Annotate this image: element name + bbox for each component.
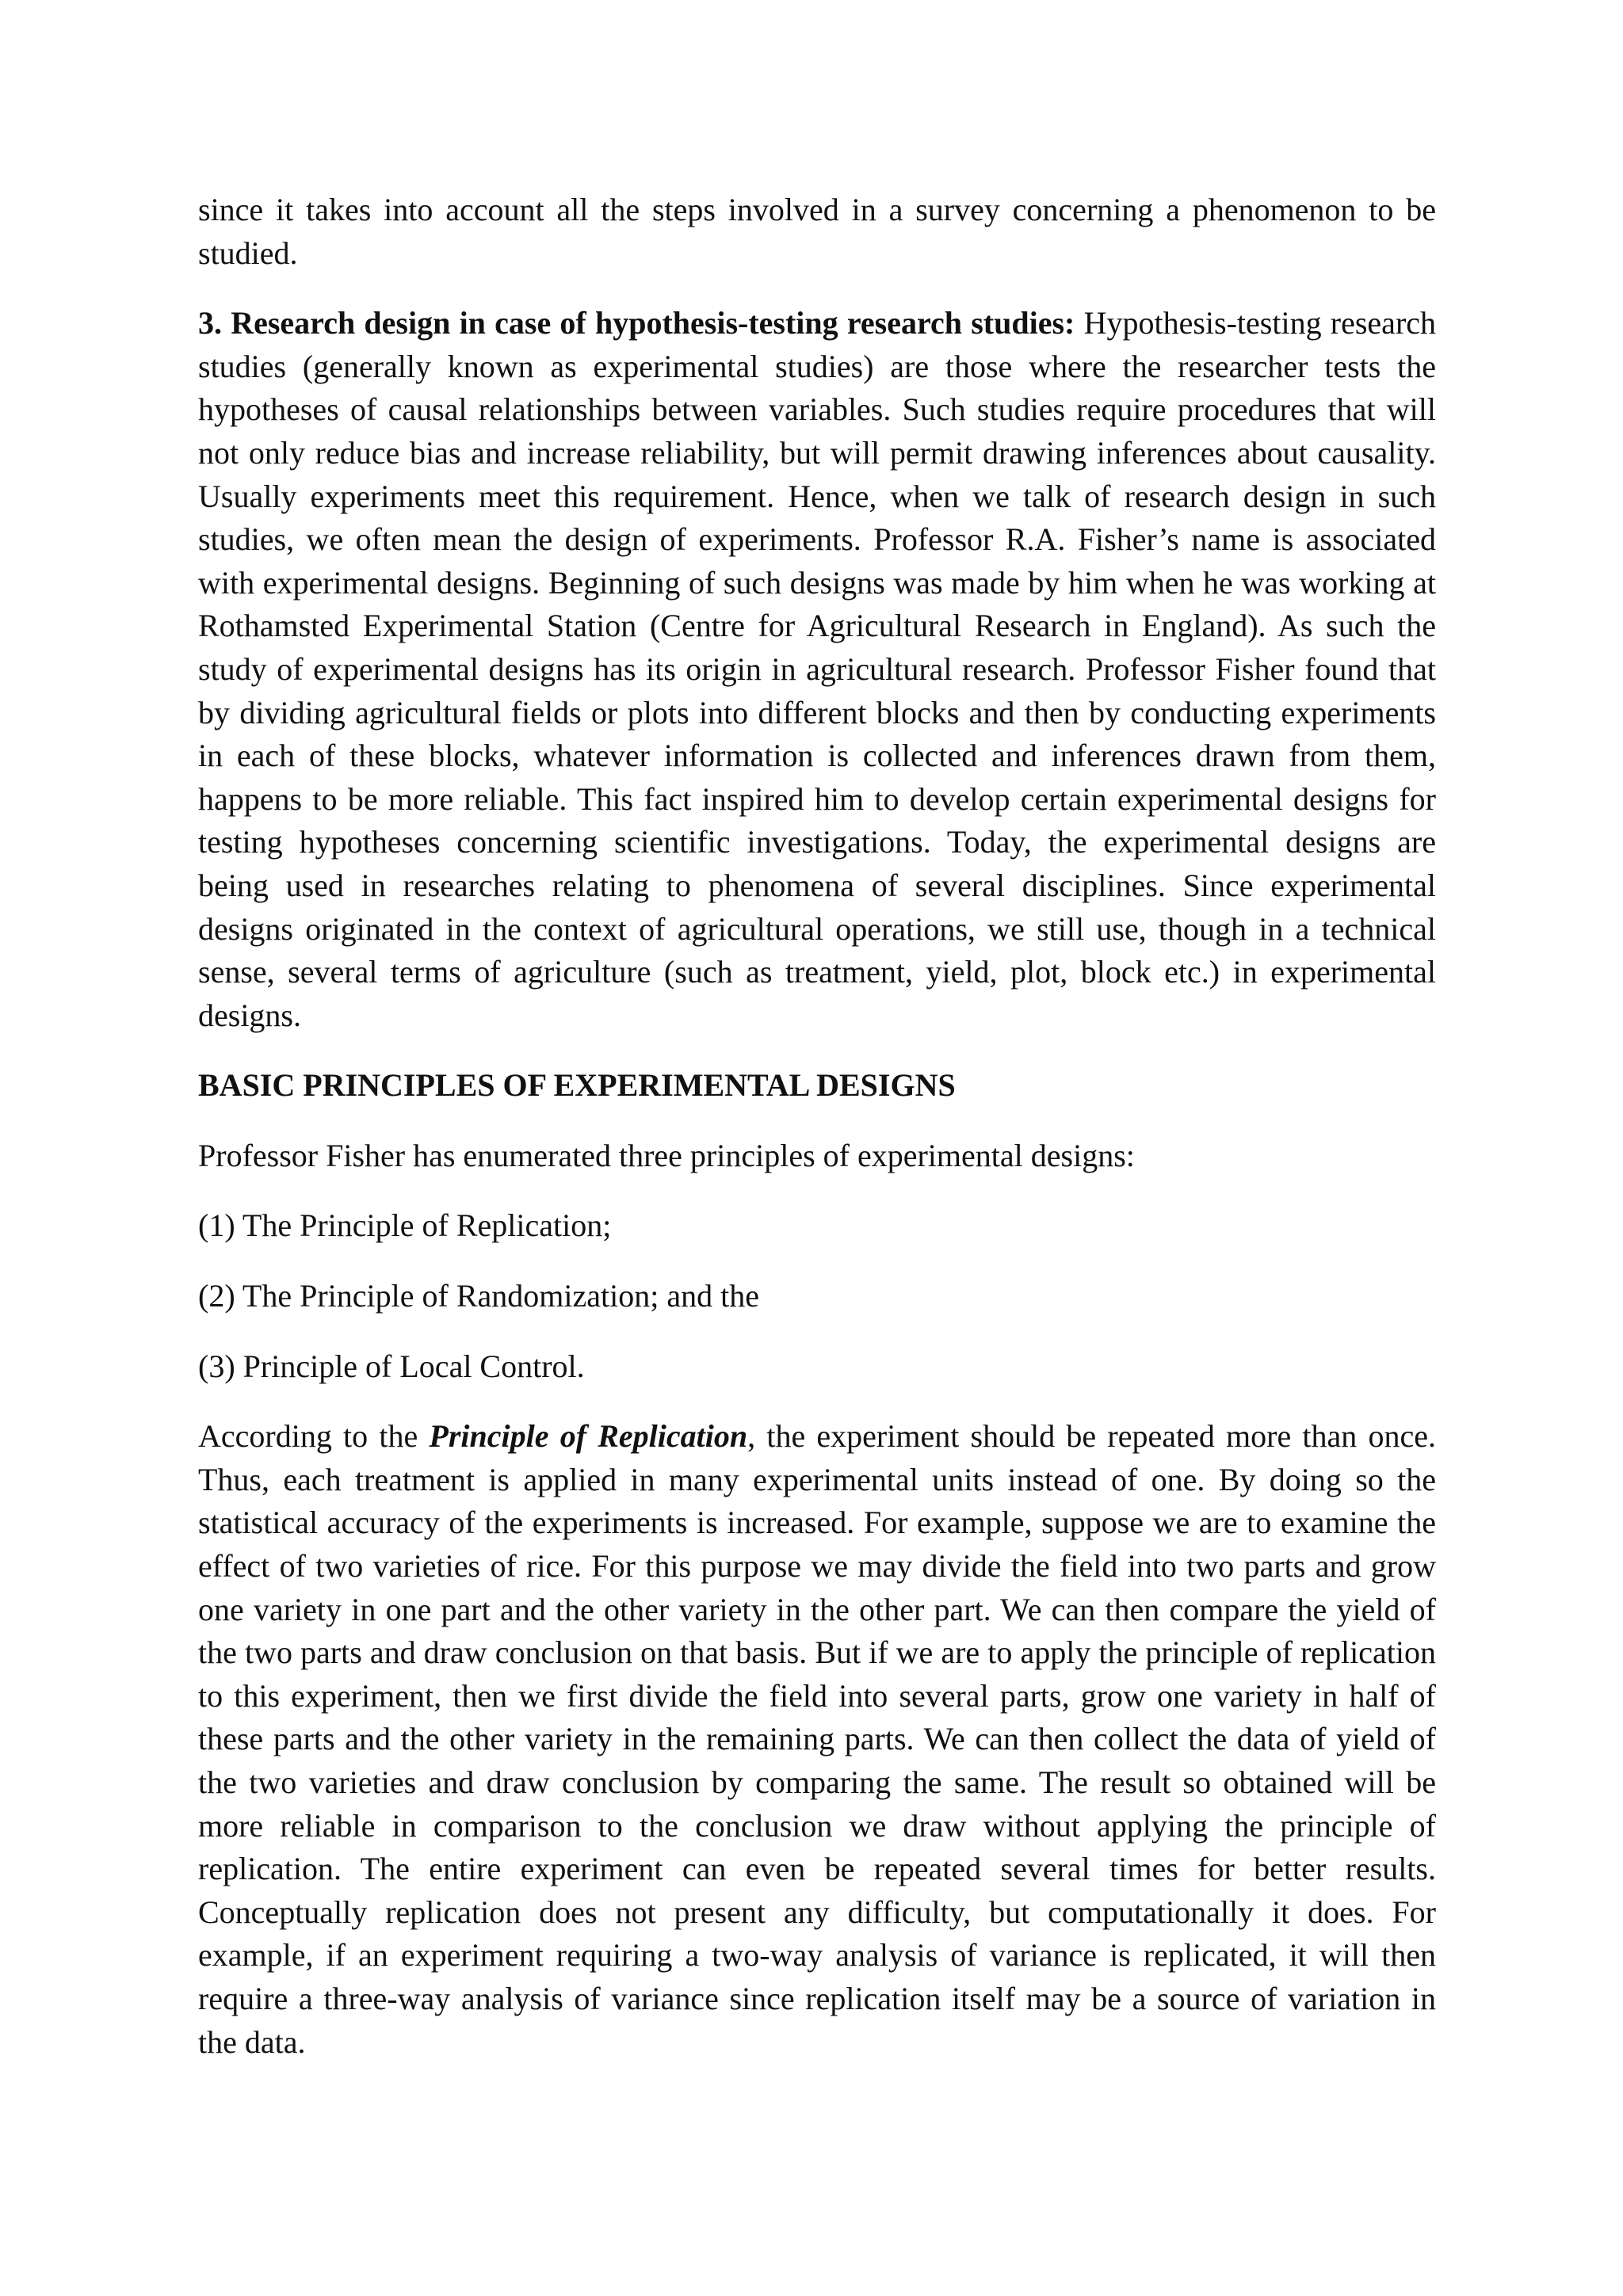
intro-paragraph: since it takes into account all the steps involved in a survey concerning a phenomenon to be studied. xyxy=(198,192,1436,271)
document-page xyxy=(198,189,1436,2091)
section-3-heading: 3. Research design in case of hypothesis-testing research studies: xyxy=(198,305,1075,341)
replication-term: Principle of Replication xyxy=(429,1418,748,1455)
principle-item-local-control: (3) Principle of Local Control. xyxy=(198,1348,585,1384)
principles-intro: Professor Fisher has enumerated three principles of experimental designs: xyxy=(198,1137,1135,1173)
replication-lead: According to the xyxy=(198,1418,430,1455)
replication-body: , the experiment should be repeated more than once. Thus, each treatment is applied in many experimental units instead of one. By doing so the statistical accuracy of the experiments is increased. For example, suppose we are to examine the effect of two varieties of rice. For this purpose we may divide the field into two parts and grow one variety in one part and the other variety in the other part. We can then compare the yield of the two parts and draw conclusion on that basis. But if we are to apply the principle of replication to this experiment, then we first divide the field into several parts, grow one variety in half of these parts and the other variety in the remaining parts. We can then collect the data of yield of the two varieties and draw conclusion by comparing the same. The result so obtained will be more reliable in comparison to the conclusion we draw without applying the principle of replication. The entire experiment can even be repeated several times for better results. Conceptually replication does not present any difficulty, but computationally it does. For example, if an experiment requiring a two-way analysis of variance is replicated, it will then require a three-way analysis of variance since replication itself may be a source of variation in the data. xyxy=(198,1418,1436,2060)
replication-paragraph xyxy=(198,1415,1436,2064)
section-3-paragraph xyxy=(198,302,1436,1037)
principles-heading: BASIC PRINCIPLES OF EXPERIMENTAL DESIGNS xyxy=(198,1067,956,1104)
section-3-body: Hypothesis-testing research studies (generally known as experimental studies) are those where the researcher tests the hypotheses of causal relationships between variables. Such studies require procedures that will not only reduce bias and increase reliability, but will permit drawing inferences about causality. Usually experiments meet this requirement. Hence, when we talk of research design in such studies, we often mean the design of experiments. Professor R.A. Fisher’s name is associated with experimental designs. Beginning of such designs was made by him when he was working at Rothamsted Experimental Station (Centre for Agricultural Research in England). As such the study of experimental designs has its origin in agricultural research. Professor Fisher found that by dividing agricultural fields or plots into different blocks and then by conducting experiments in each of these blocks, whatever information is collected and inferences drawn from them, happens to be more reliable. This fact inspired him to develop certain experimental designs for testing hypotheses concerning scientific investigations. Today, the experimental designs are being used in researches relating to phenomena of several disciplines. Since experimental designs originated in the context of agricultural operations, we still use, though in a technical sense, several terms of agriculture (such as treatment, yield, plot, block etc.) in experimental designs. xyxy=(198,305,1437,1033)
principle-item-randomization: (2) The Principle of Randomization; and the xyxy=(198,1278,759,1314)
principle-item-replication: (1) The Principle of Replication; xyxy=(198,1207,612,1244)
